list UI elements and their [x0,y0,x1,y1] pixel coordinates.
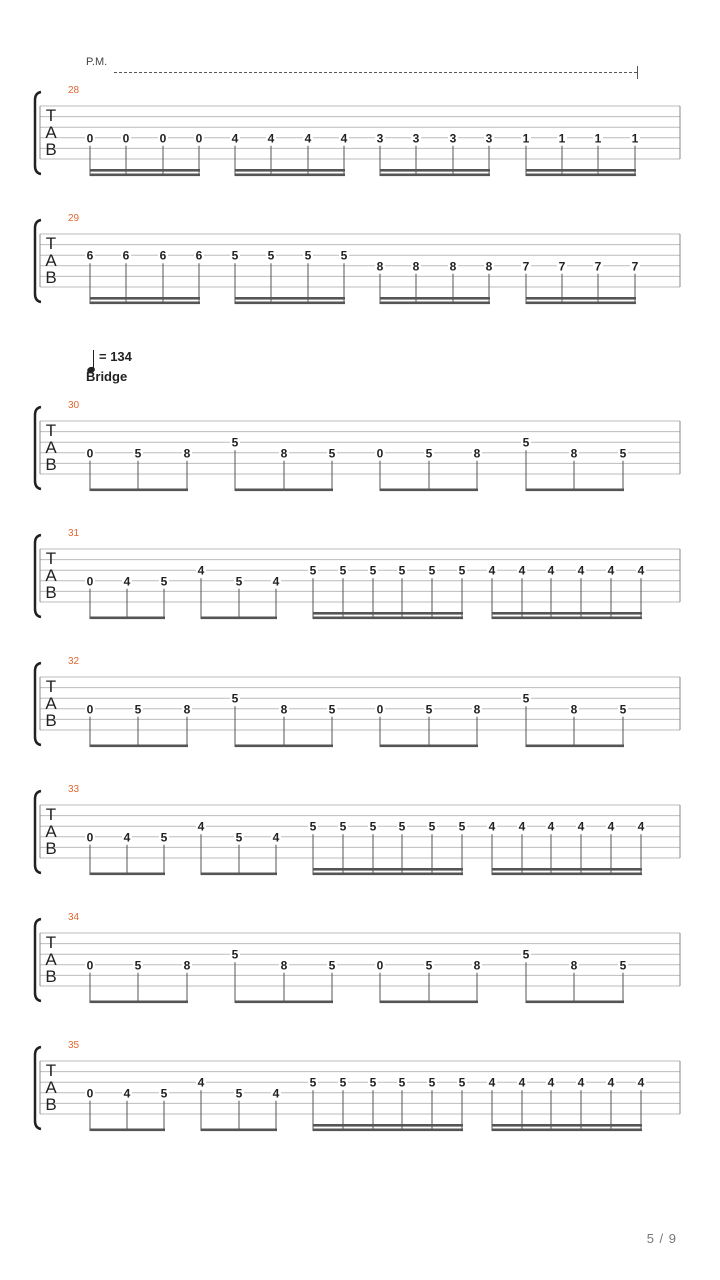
fret-number: 4 [123,830,131,845]
fret-number: 5 [369,819,377,834]
fret-number: 7 [594,259,602,274]
fret-number: 5 [134,958,142,973]
tab-system [35,213,680,304]
fret-number: 0 [376,702,384,717]
fret-number: 5 [369,563,377,578]
beam [380,745,478,748]
fret-number: 0 [86,702,94,717]
fret-number: 4 [123,574,131,589]
fret-number: 0 [86,830,94,845]
section-label: Bridge [86,369,128,384]
beam-secondary [235,169,345,172]
fret-number: 4 [123,1086,131,1101]
fret-number: 7 [522,259,530,274]
beam [313,873,463,876]
beam-secondary [313,868,463,871]
fret-number: 8 [412,259,420,274]
fret-number: 5 [328,446,336,461]
fret-number: 0 [195,131,203,146]
fret-number: 5 [231,691,239,706]
fret-number: 0 [376,446,384,461]
beam [526,174,636,177]
measure-number: 35 [68,1040,80,1051]
beam [492,873,642,876]
fret-number: 4 [577,819,585,834]
tab-clef-letter: T [45,1061,57,1080]
fret-number: 6 [159,248,167,263]
fret-number: 5 [619,958,627,973]
tab-clef-letter: A [45,694,57,713]
beam [492,617,642,620]
measure-number: 31 [68,528,80,539]
fret-number: 5 [231,947,239,962]
fret-number: 8 [485,259,493,274]
measure-number: 33 [68,784,80,795]
tab-system [35,784,680,875]
fret-number: 5 [160,830,168,845]
beam [90,873,165,876]
tab-clef-letter: T [45,234,57,253]
fret-number: 5 [425,446,433,461]
tab-clef-letter: B [45,967,57,986]
fret-number: 3 [376,131,384,146]
beam [526,1001,624,1004]
fret-number: 5 [160,1086,168,1101]
beam [313,1129,463,1132]
fret-number: 4 [197,563,205,578]
fret-number: 4 [231,131,239,146]
fret-number: 4 [577,1075,585,1090]
beam [313,617,463,620]
fret-number: 5 [134,702,142,717]
beam-secondary [526,297,636,300]
fret-number: 4 [637,819,645,834]
fret-number: 5 [339,819,347,834]
tab-clef-letter: A [45,123,57,142]
fret-number: 4 [577,563,585,578]
beam-secondary [492,868,642,871]
fret-number: 5 [235,1086,243,1101]
fret-number: 4 [272,830,280,845]
tab-clef-letter: A [45,1078,57,1097]
fret-number: 5 [428,563,436,578]
fret-number: 8 [376,259,384,274]
fret-number: 5 [398,563,406,578]
beam [201,1129,277,1132]
fret-number: 0 [122,131,130,146]
beam-secondary [90,297,200,300]
fret-number: 3 [412,131,420,146]
fret-number: 4 [547,1075,555,1090]
fret-number: 5 [340,248,348,263]
fret-number: 4 [267,131,275,146]
fret-number: 5 [339,563,347,578]
beam-secondary [313,1124,463,1127]
fret-number: 7 [631,259,639,274]
fret-number: 8 [473,446,481,461]
beam [380,302,490,305]
fret-number: 4 [272,1086,280,1101]
fret-number: 0 [86,1086,94,1101]
fret-number: 5 [522,691,530,706]
fret-number: 4 [547,563,555,578]
fret-number: 8 [473,702,481,717]
fret-number: 0 [159,131,167,146]
fret-number: 4 [304,131,312,146]
fret-number: 4 [197,1075,205,1090]
beam [492,1129,642,1132]
fret-number: 8 [570,958,578,973]
fret-number: 1 [558,131,566,146]
beam-secondary [492,1124,642,1127]
measure-number: 29 [68,213,80,224]
beam [201,617,277,620]
measure-number: 34 [68,912,80,923]
tab-clef-letter: A [45,438,57,457]
beam [380,174,490,177]
beam-secondary [313,612,463,615]
measure-number: 28 [68,85,80,96]
tab-clef-letter: T [45,549,57,568]
fret-number: 6 [86,248,94,263]
fret-number: 4 [518,1075,526,1090]
beam [526,489,624,492]
fret-number: 0 [86,446,94,461]
tab-clef-letter: A [45,251,57,270]
tab-clef-letter: T [45,805,57,824]
fret-number: 5 [309,819,317,834]
fret-number: 5 [339,1075,347,1090]
beam [526,302,636,305]
beam-secondary [492,612,642,615]
tab-clef-letter: B [45,268,57,287]
tab-clef-letter: A [45,566,57,585]
tab-clef-letter: B [45,711,57,730]
fret-number: 0 [86,131,94,146]
tab-clef-letter: A [45,950,57,969]
tab-system [35,656,680,747]
fret-number: 8 [280,958,288,973]
beam [90,745,188,748]
fret-number: 5 [231,248,239,263]
tempo-value: = 134 [99,349,132,364]
beam [90,1001,188,1004]
fret-number: 5 [231,435,239,450]
fret-number: 5 [160,574,168,589]
fret-number: 8 [183,446,191,461]
measure-number: 30 [68,400,80,411]
beam-secondary [90,169,200,172]
fret-number: 8 [280,702,288,717]
fret-number: 4 [488,563,496,578]
fret-number: 4 [340,131,348,146]
measure-number: 32 [68,656,80,667]
fret-number: 6 [122,248,130,263]
palm-mute-label: P.M. [86,56,108,68]
fret-number: 5 [458,563,466,578]
fret-number: 6 [195,248,203,263]
fret-number: 4 [547,819,555,834]
tab-clef-letter: T [45,421,57,440]
fret-number: 5 [328,958,336,973]
fret-number: 1 [594,131,602,146]
tab-system [35,400,680,491]
fret-number: 8 [570,446,578,461]
fret-number: 5 [522,435,530,450]
tab-clef-letter: T [45,677,57,696]
fret-number: 5 [522,947,530,962]
fret-number: 5 [398,1075,406,1090]
tab-clef-letter: B [45,839,57,858]
fret-number: 0 [376,958,384,973]
beam [235,489,333,492]
page-number: 5 / 9 [646,1231,677,1246]
fret-number: 4 [607,1075,615,1090]
tab-clef-letter: A [45,822,57,841]
fret-number: 4 [637,1075,645,1090]
fret-number: 0 [86,574,94,589]
fret-number: 8 [449,259,457,274]
fret-number: 5 [134,446,142,461]
fret-number: 4 [607,563,615,578]
fret-number: 5 [619,446,627,461]
fret-number: 3 [449,131,457,146]
fret-number: 8 [473,958,481,973]
fret-number: 8 [183,702,191,717]
tab-system [35,912,680,1003]
tab-clef-letter: T [45,106,57,125]
beam [90,1129,165,1132]
beam-secondary [380,169,490,172]
fret-number: 4 [488,1075,496,1090]
beam [201,873,277,876]
fret-number: 5 [619,702,627,717]
beam [90,174,200,177]
fret-number: 4 [518,819,526,834]
fret-number: 5 [235,574,243,589]
beam [380,1001,478,1004]
beam [235,1001,333,1004]
fret-number: 5 [328,702,336,717]
fret-number: 1 [522,131,530,146]
beam [380,489,478,492]
tab-system [35,1040,680,1131]
beam [235,745,333,748]
beam [235,174,345,177]
fret-number: 1 [631,131,639,146]
fret-number: 5 [425,958,433,973]
beam [90,489,188,492]
fret-number: 5 [458,819,466,834]
beam [526,745,624,748]
fret-number: 7 [558,259,566,274]
fret-number: 5 [309,563,317,578]
fret-number: 0 [86,958,94,973]
fret-number: 5 [428,1075,436,1090]
fret-number: 4 [272,574,280,589]
fret-number: 5 [235,830,243,845]
fret-number: 3 [485,131,493,146]
fret-number: 5 [369,1075,377,1090]
beam [235,302,345,305]
fret-number: 4 [607,819,615,834]
fret-number: 8 [183,958,191,973]
fret-number: 5 [425,702,433,717]
fret-number: 5 [428,819,436,834]
fret-number: 4 [488,819,496,834]
tab-clef-letter: T [45,933,57,952]
fret-number: 5 [267,248,275,263]
fret-number: 5 [309,1075,317,1090]
tab-clef-letter: B [45,1095,57,1114]
beam-secondary [235,297,345,300]
tab-clef-letter: B [45,140,57,159]
fret-number: 4 [518,563,526,578]
beam-secondary [380,297,490,300]
fret-number: 4 [637,563,645,578]
fret-number: 5 [398,819,406,834]
tab-clef-letter: B [45,583,57,602]
beam [90,302,200,305]
fret-number: 5 [304,248,312,263]
fret-number: 5 [458,1075,466,1090]
tab-system [35,85,680,176]
beam-secondary [526,169,636,172]
fret-number: 8 [280,446,288,461]
tab-system [35,528,680,619]
tab-clef-letter: B [45,455,57,474]
fret-number: 8 [570,702,578,717]
fret-number: 4 [197,819,205,834]
beam [90,617,165,620]
